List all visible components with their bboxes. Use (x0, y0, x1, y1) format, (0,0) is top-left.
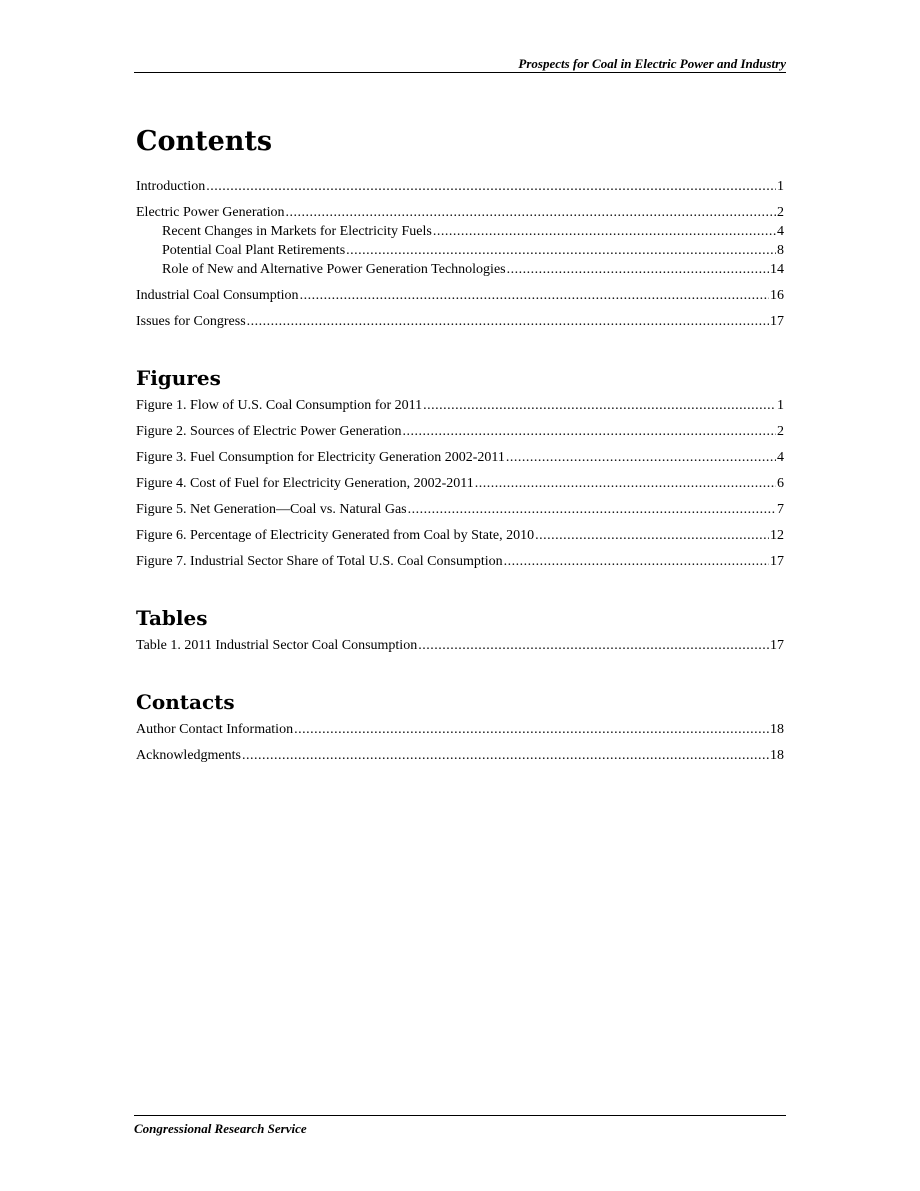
toc-entry-page: 16 (770, 288, 784, 303)
dot-leader (206, 178, 776, 195)
running-footer (134, 1115, 786, 1137)
toc-entry-title: Industrial Coal Consumption (136, 288, 299, 303)
dot-leader (507, 261, 769, 278)
toc-entry-electric-power-generation[interactable] (136, 204, 784, 221)
dot-leader (286, 204, 777, 221)
contents-list (136, 178, 784, 330)
dot-leader (423, 397, 776, 414)
toc-entry-page: 2 (777, 205, 784, 220)
toc-entry-title: Figure 7. Industrial Sector Share of Total U.S. Coal Consumption (136, 554, 503, 569)
dot-leader (242, 747, 769, 764)
toc-entry-introduction[interactable] (136, 178, 784, 195)
toc-entry-page: 14 (770, 262, 784, 277)
toc-entry-figure-3[interactable] (136, 449, 784, 466)
dot-leader (433, 223, 776, 240)
toc-entry-page: 12 (770, 528, 784, 543)
toc-entry-page: 17 (770, 554, 784, 569)
figures-list (136, 397, 784, 570)
toc-entry-acknowledgments[interactable] (136, 747, 784, 764)
toc-entry-page: 1 (777, 179, 784, 194)
toc-entry-figure-7[interactable] (136, 553, 784, 570)
dot-leader (408, 501, 776, 518)
dot-leader (247, 313, 769, 330)
toc-entry-industrial-coal[interactable] (136, 287, 784, 304)
dot-leader (346, 242, 776, 259)
contacts-list (136, 721, 784, 764)
toc-entry-page: 4 (777, 224, 784, 239)
contacts-heading: Contacts (136, 690, 235, 714)
dot-leader (475, 475, 776, 492)
toc-entry-title: Acknowledgments (136, 748, 241, 763)
toc-entry-title: Figure 4. Cost of Fuel for Electricity Generation, 2002-2011 (136, 476, 474, 491)
toc-entry-title: Figure 6. Percentage of Electricity Generated from Coal by State, 2010 (136, 528, 535, 543)
publisher-name: Congressional Research Service (134, 1121, 307, 1136)
toc-entry-page: 4 (777, 450, 784, 465)
toc-entry-title: Figure 3. Fuel Consumption for Electricity Generation 2002-2011 (136, 450, 505, 465)
toc-entry-figure-6[interactable] (136, 527, 784, 544)
toc-entry-author-contact[interactable] (136, 721, 784, 738)
toc-entry-page: 17 (770, 314, 784, 329)
toc-entry-title: Author Contact Information (136, 722, 294, 737)
toc-entry-figure-4[interactable] (136, 475, 784, 492)
toc-entry-page: 18 (770, 722, 784, 737)
toc-entry-title: Electric Power Generation (136, 205, 285, 220)
dot-leader (535, 527, 769, 544)
dot-leader (403, 423, 776, 440)
toc-entry-new-technologies[interactable] (136, 261, 784, 278)
toc-entry-title: Figure 5. Net Generation—Coal vs. Natural Gas (136, 502, 407, 517)
toc-entry-table-1[interactable] (136, 637, 784, 654)
toc-entry-title: Recent Changes in Markets for Electricity Fuels (162, 224, 432, 239)
running-title: Prospects for Coal in Electric Power and Industry (518, 56, 786, 71)
toc-entry-recent-changes[interactable] (136, 223, 784, 240)
toc-entry-title: Introduction (136, 179, 206, 194)
dot-leader (300, 287, 769, 304)
toc-entry-title: Figure 1. Flow of U.S. Coal Consumption for 2011 (136, 398, 423, 413)
toc-entry-page: 6 (777, 476, 784, 491)
toc-entry-title: Figure 2. Sources of Electric Power Generation (136, 424, 402, 439)
toc-entry-coal-plant-retirements[interactable] (136, 242, 784, 259)
toc-entry-title: Table 1. 2011 Industrial Sector Coal Consumption (136, 638, 418, 653)
toc-entry-page: 8 (777, 243, 784, 258)
toc-entry-page: 18 (770, 748, 784, 763)
toc-entry-page: 7 (777, 502, 784, 517)
toc-entry-page: 1 (777, 398, 784, 413)
dot-leader (504, 553, 769, 570)
toc-entry-title: Role of New and Alternative Power Generation Technologies (162, 262, 506, 277)
toc-entry-issues-for-congress[interactable] (136, 313, 784, 330)
tables-list (136, 637, 784, 654)
toc-entry-title: Potential Coal Plant Retirements (162, 243, 346, 258)
dot-leader (294, 721, 769, 738)
figures-heading: Figures (136, 366, 221, 390)
toc-entry-figure-5[interactable] (136, 501, 784, 518)
toc-entry-title: Issues for Congress (136, 314, 246, 329)
contents-heading: Contents (136, 126, 273, 157)
table-of-contents (136, 122, 784, 764)
tables-heading: Tables (136, 606, 208, 630)
dot-leader (418, 637, 769, 654)
toc-entry-page: 2 (777, 424, 784, 439)
toc-entry-figure-2[interactable] (136, 423, 784, 440)
running-header (134, 55, 786, 73)
dot-leader (506, 449, 776, 466)
toc-entry-page: 17 (770, 638, 784, 653)
toc-entry-figure-1[interactable] (136, 397, 784, 414)
